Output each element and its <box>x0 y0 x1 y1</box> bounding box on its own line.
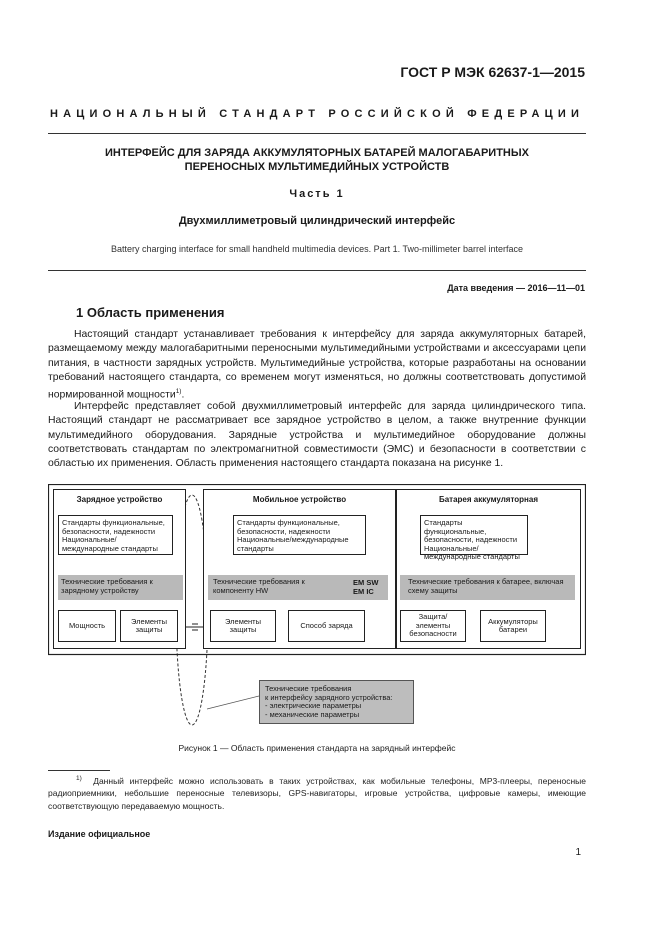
intro-date: Дата введения — 2016—11—01 <box>447 283 585 293</box>
divider <box>48 270 586 271</box>
interface-requirements-note <box>259 680 414 724</box>
battery-cells: Аккумуляторы батареи <box>480 610 546 642</box>
charger-tech-req: Технические требования к зарядному устройству <box>58 575 183 600</box>
title-line-2: ПЕРЕНОСНЫХ МУЛЬТИМЕДИЙНЫХ УСТРОЙСТВ <box>184 161 450 173</box>
note-line-3: - электрические параметры <box>265 701 362 710</box>
battery-heading: Батарея аккумуляторная <box>438 495 539 504</box>
official-edition: Издание официальное <box>48 829 151 839</box>
english-title: Battery charging interface for small handheld multimedia devices. Part 1. Two-millimeter barrel interface <box>110 244 523 254</box>
mobile-protection: Элементы защиты <box>210 610 276 642</box>
paragraph-1-end: . <box>181 389 185 401</box>
section-heading: 1 Область применения <box>76 305 225 320</box>
charger-protection: Элементы защиты <box>120 610 178 642</box>
charger-heading: Зарядное устройство <box>76 495 163 504</box>
mobile-tech-req: Технические требования к компоненту HW <box>213 577 305 595</box>
footnote-rule <box>48 770 110 771</box>
mobile-tech-req-band <box>208 575 388 600</box>
footnote-ref: 1) <box>175 388 182 396</box>
paragraph-1-text: Настоящий стандарт устанавливает требования к интерфейсу для заряда аккумуляторных батарей, размещаемому между малогабаритными переносными мультимедийными устройствами и аксессуарами цепи питания, в частности зарядных устройств. Мультимедийные устройства, которые разработаны на основании требований настоящего стандарта, со временем могут изменяться, но должны соответствовать допустимой нормированной мощности <box>48 329 586 401</box>
em-ic-label: EM IC <box>353 587 374 596</box>
national-standard-banner: НАЦИОНАЛЬНЫЙ СТАНДАРТ РОССИЙСКОЙ ФЕДЕРАЦИИ <box>49 108 585 120</box>
footnote <box>48 773 586 812</box>
mobile-heading: Мобильное устройство <box>252 495 347 504</box>
note-line-1: Технические требования <box>265 684 352 693</box>
paragraph-2: Интерфейс представляет собой двухмиллиметровый интерфейс для заряда цилиндрического типа. Настоящий стандарт не рассматривает все зарядное устройство в целом, а также внутренние функции мультимедийного оборудования. Зарядные устройства и мультимедийное оборудование должны соответствовать стандартам по электромагнитной совместимости (ЭМС) и безопасности в соответствии с областью их применения. Область применения настоящего стандарта показана на рисунке 1. <box>48 401 586 470</box>
standard-number: ГОСТ Р МЭК 62637-1—2015 <box>400 64 585 80</box>
battery-tech-req: Технические требования к батарее, включая схему защиты <box>400 575 575 600</box>
paragraph-1 <box>48 328 586 403</box>
title-line-1: ИНТЕРФЕЙС ДЛЯ ЗАРЯДА АККУМУЛЯТОРНЫХ БАТАРЕЙ МАЛОГАБАРИТНЫХ <box>105 147 529 159</box>
divider <box>48 133 586 134</box>
note-line-4: - механические параметры <box>265 709 360 719</box>
battery-protection: Защита/ элементы безопасности <box>400 610 466 642</box>
figure-caption: Рисунок 1 — Область применения стандарта на зарядный интерфейс <box>178 743 456 753</box>
page-number: 1 <box>575 847 581 858</box>
footnote-text: Данный интерфейс можно использовать в таких устройствах, как мобильные телефоны, МР3-плееры, переносные радиоприемники, небольшие переносные телевизоры, GPS-навигаторы, игровые устройства, цифровые камеры, имеющие соответствующую передаваемую мощность. <box>48 775 586 811</box>
mobile-charge-method: Способ заряда <box>288 610 365 642</box>
document-title <box>48 146 586 174</box>
em-sw-label: EM SW <box>353 578 379 587</box>
battery-standards: Стандарты функциональные, безопасности, надежности Национальные/международные стандарты <box>420 515 528 555</box>
footnote-mark: 1) <box>76 775 82 782</box>
charger-power: Мощность <box>58 610 116 642</box>
part-label: Часть 1 <box>289 188 345 200</box>
callout-line <box>207 696 259 709</box>
charger-standards: Стандарты функциональные, безопасности, надежности Национальные/международные стандарты <box>58 515 173 555</box>
mobile-standards: Стандарты функциональные, безопасности, надежности Национальные/международные стандарты <box>233 515 366 555</box>
document-subtitle: Двухмиллиметровый цилиндрический интерфейс <box>178 215 456 227</box>
note-line-2: к интерфейсу зарядного устройства: <box>265 692 393 702</box>
figure-1 <box>48 484 586 739</box>
